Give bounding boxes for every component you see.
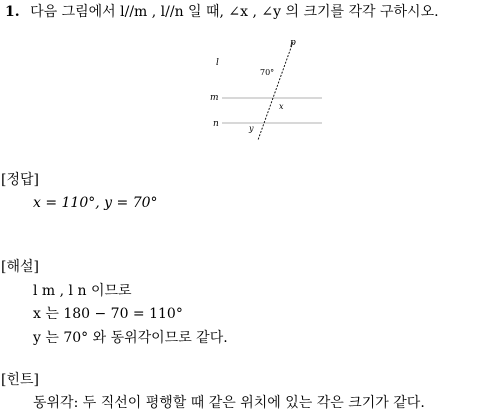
explanation-title: [해설] — [1, 259, 39, 275]
answer-line: x = 110°, y = 70° — [33, 195, 158, 211]
label-m: m — [210, 93, 219, 103]
label-n: n — [213, 119, 219, 129]
angle-70-label: 70° — [260, 68, 275, 77]
problem-statement — [5, 4, 489, 20]
label-x: x — [279, 102, 284, 111]
explanation-line-2: x 는 180 − 70 = 110° — [33, 306, 183, 322]
explanation-line-1: l m , l n 이므로 — [33, 283, 132, 299]
answer-title: [정답] — [1, 172, 39, 188]
hint-title: [힌트] — [1, 372, 39, 388]
hint-line: 동위각: 두 직선이 평행할 때 같은 위치에 있는 각은 크기가 같다. — [33, 395, 425, 411]
label-y: y — [249, 124, 254, 133]
problem-text: 다음 그림에서 l//m , l//n 일 때, ∠x , ∠y 의 크기를 각각 구하시오. — [30, 4, 439, 20]
explanation-line-3: y 는 70° 와 동위각이므로 같다. — [33, 330, 228, 346]
parallel-lines-figure — [204, 38, 328, 142]
problem-number: 1. — [5, 4, 20, 20]
transversal-p — [258, 42, 293, 140]
label-p: p — [290, 38, 296, 48]
label-l: l — [216, 58, 219, 68]
